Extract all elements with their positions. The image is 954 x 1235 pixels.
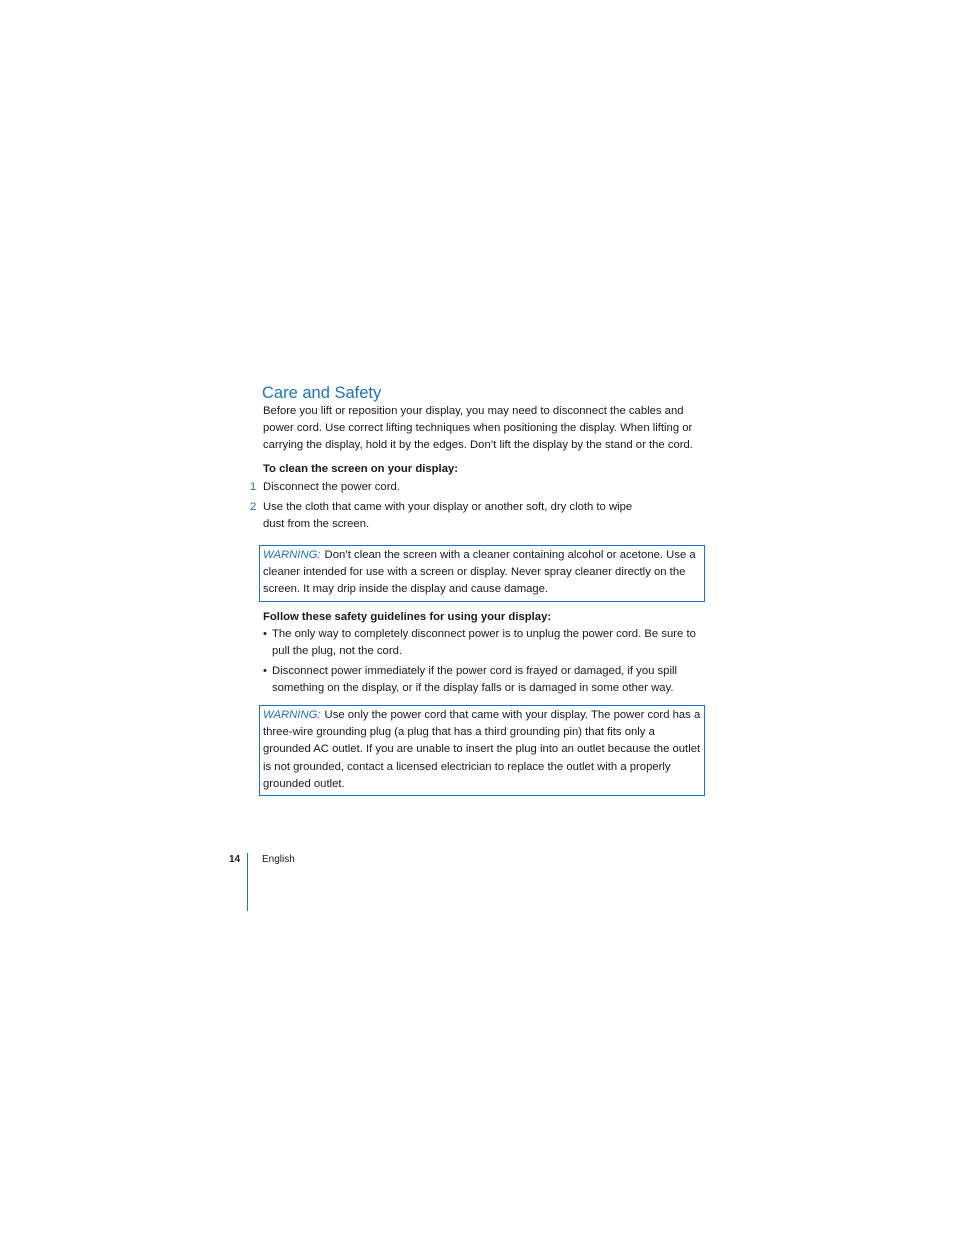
step-number-2: 2 [250, 501, 257, 513]
footer-divider [247, 853, 248, 911]
warning-box-power [259, 705, 705, 796]
footer-language: English [262, 854, 295, 865]
page-number: 14 [229, 854, 241, 865]
page-title: Care and Safety [262, 384, 382, 402]
step-text-2: Use the cloth that came with your display or another soft, dry cloth to wipe dust from the screen. [263, 501, 633, 531]
bullet-text-1: The only way to completely disconnect power is to unplug the power cord. Be sure to pull the plug, not the cord. [272, 628, 696, 658]
warning-label: WARNING: [263, 549, 321, 561]
bullet-marker-1: • [263, 628, 267, 640]
step-text-1: Disconnect the power cord. [263, 481, 400, 493]
warning-text: Don’t clean the screen with a cleaner containing alcohol or acetone. Use a cleaner intended for use with a screen or display. Never spray cleaner directly on the screen. It may drip inside the display and cause damage. [263, 549, 696, 596]
bullet-text-2: Disconnect power immediately if the power cord is frayed or damaged, if you spill something on the display, or if the display falls or is damaged in some other way. [272, 665, 677, 695]
warning-label: WARNING: [263, 709, 321, 721]
warning-text: Use only the power cord that came with your display. The power cord has a three-wire grounding plug (a plug that has a third grounding pin) that fits only a grounded AC outlet. If you are unable to insert the plug into an outlet because the outlet is not grounded, contact a licensed electrician to replace the outlet with a properly grounded outlet. [263, 709, 701, 790]
bullet-marker-2: • [263, 665, 267, 677]
step-number-1: 1 [250, 481, 257, 493]
intro-paragraph: Before you lift or reposition your display, you may need to disconnect the cables and power cord. Use correct lifting techniques when positioning the display. When lifting or carrying the display, hold it by the edges. Don’t lift the display by the stand or the cord. [263, 405, 693, 452]
warning-box-cleaning [259, 545, 705, 602]
safety-heading: Follow these safety guidelines for using your display: [263, 611, 552, 623]
cleaning-heading: To clean the screen on your display: [263, 463, 459, 475]
